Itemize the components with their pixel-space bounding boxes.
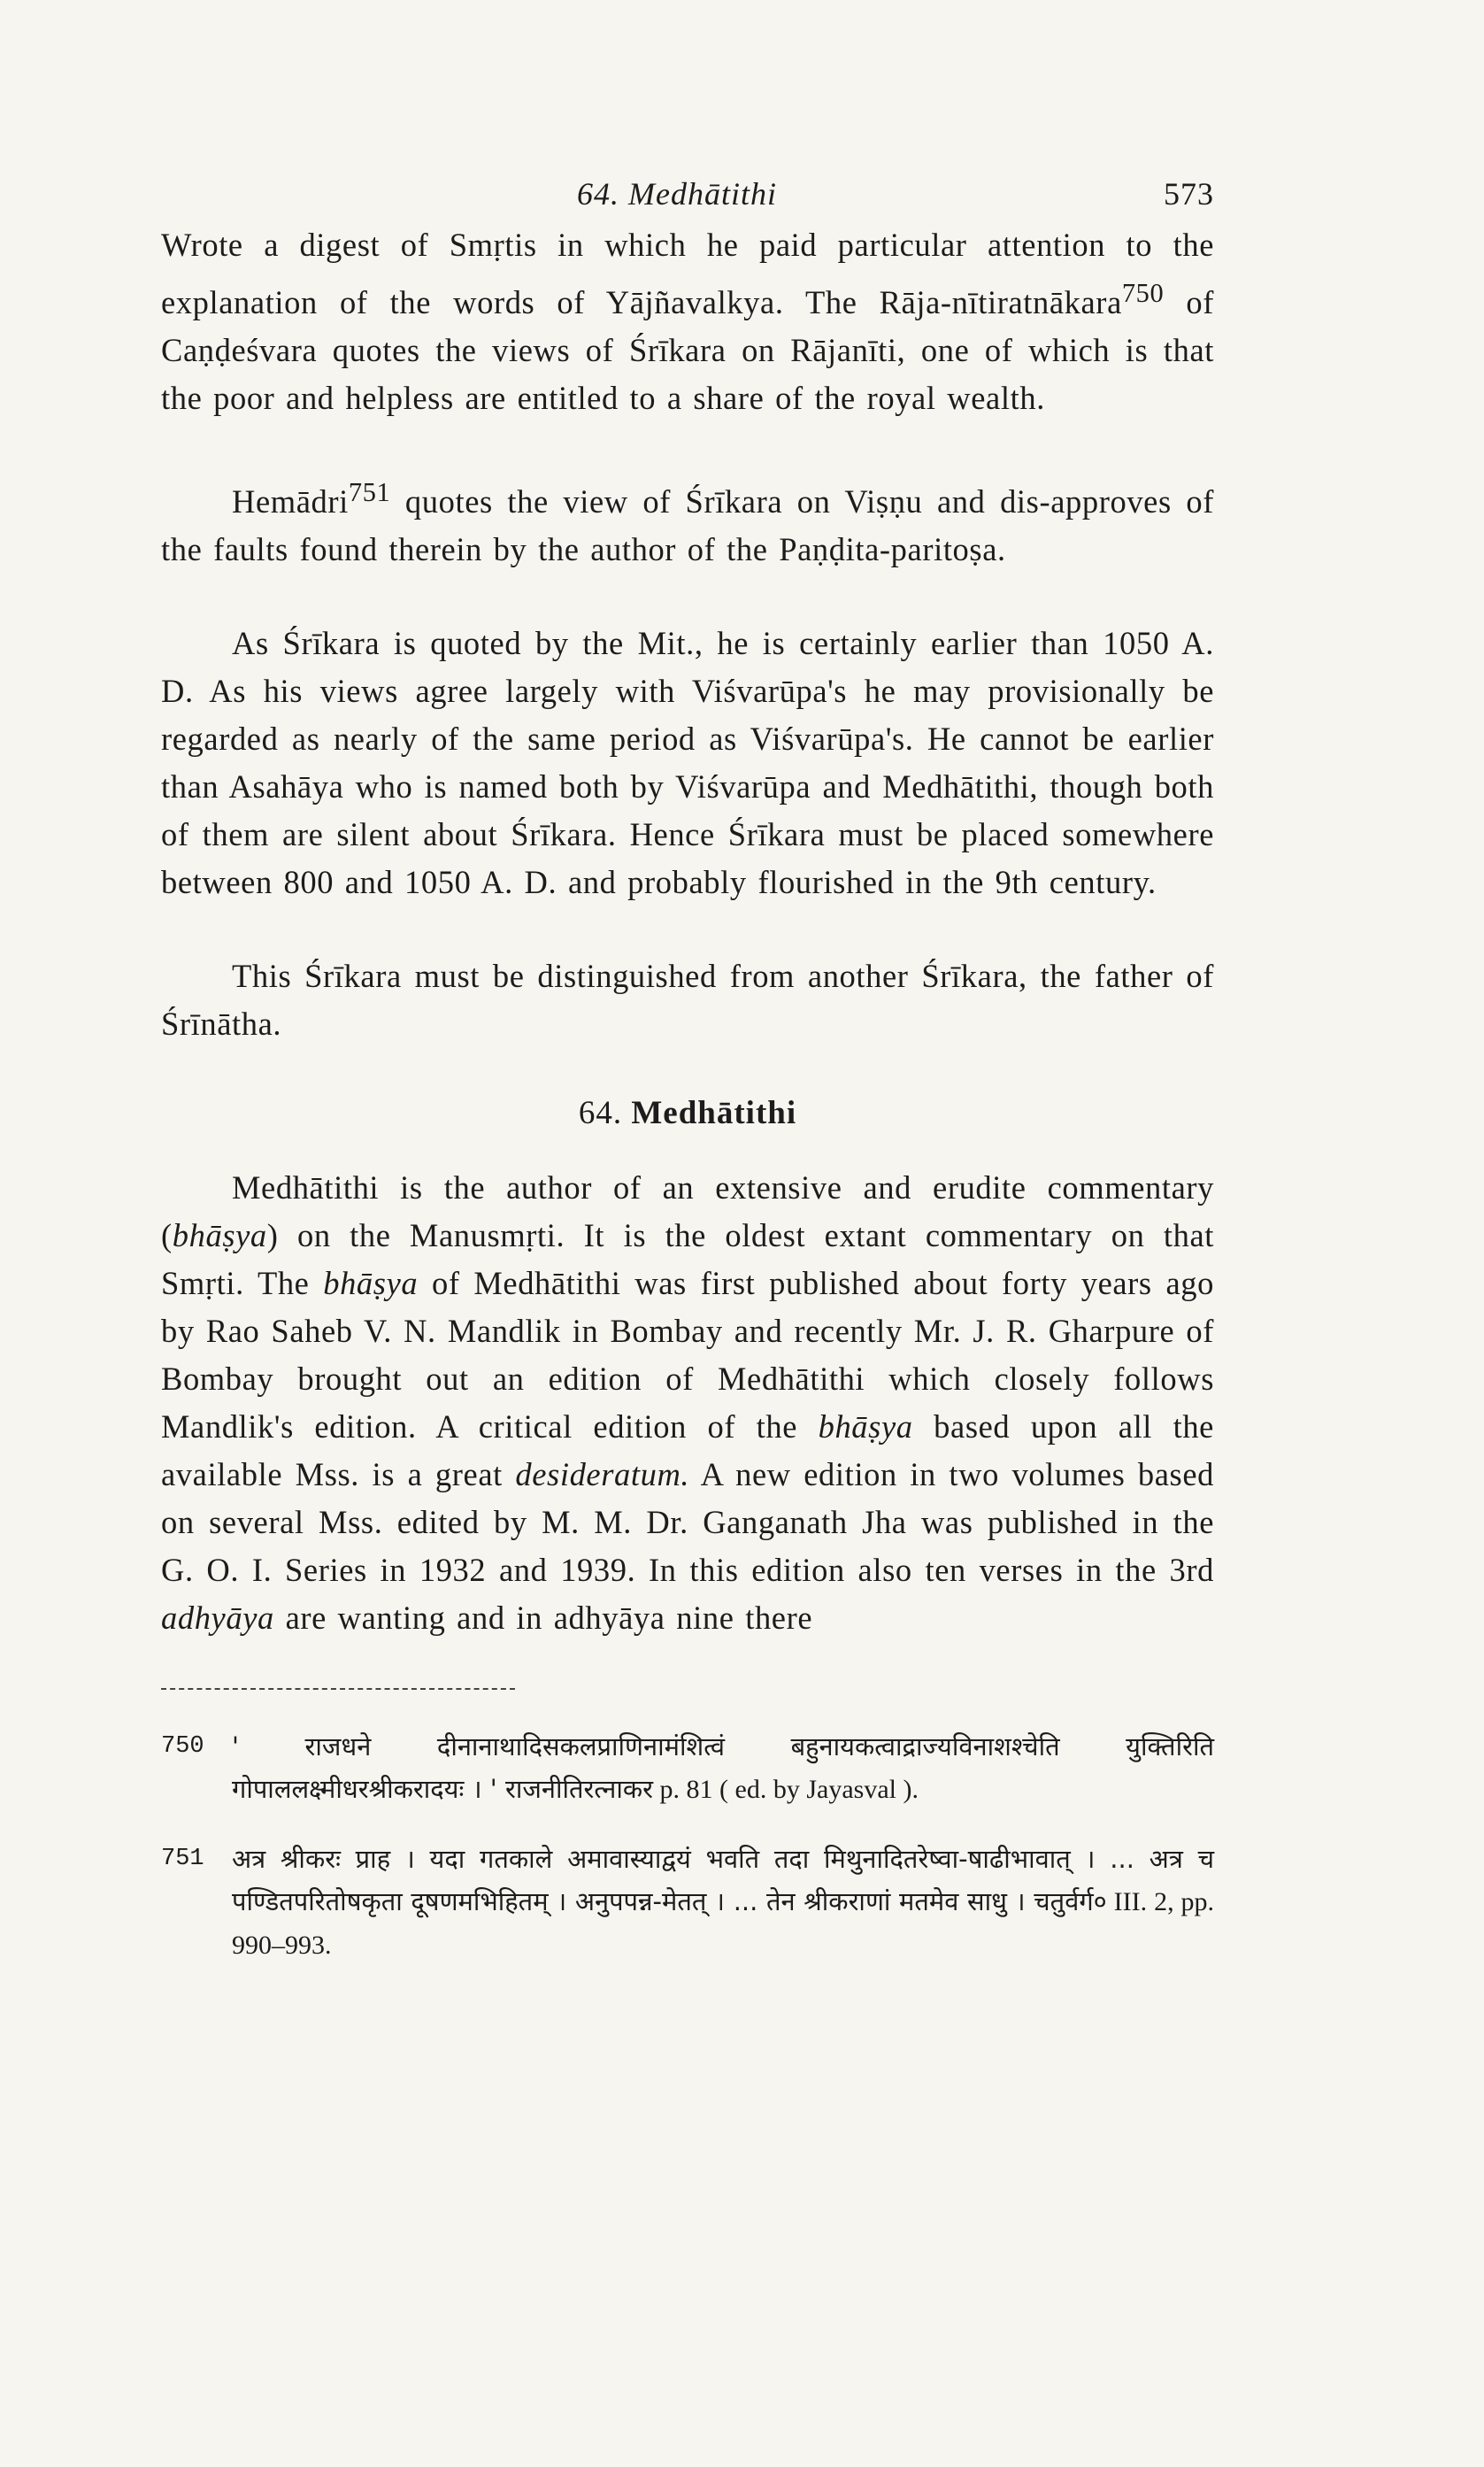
section-number: 64. [578, 1095, 623, 1132]
sp-t2: ) on the Manusmṛti. It is the oldest extant commentary on that Smṛti. The [161, 1217, 1214, 1302]
paragraph-1 [161, 221, 1214, 422]
footnote-ref-750: 750 [1121, 278, 1165, 308]
paragraph-2 [161, 468, 1214, 574]
section-paragraph [161, 1164, 1214, 1642]
footnote-divider [161, 1688, 515, 1690]
paragraph-1-text-b: of Caṇḍeśvara quotes the views of Śrīkara on Rājanīti, one of which is that the poor and helpless are entitled to a share of the royal wealth. [161, 284, 1214, 417]
sp-t1: Medhātithi is the author of an extensive and erudite commentary ( [161, 1169, 1214, 1254]
footnote-number: 750 [161, 1733, 204, 1761]
sp-i2: bhāṣya [323, 1265, 419, 1302]
paragraph-2-text-b: quotes the view of Śrīkara on Viṣṇu and dis-approves of the faults found therein by the author of the Paṇḍita-paritoṣa. [161, 483, 1214, 568]
footnote-750 [161, 1725, 1214, 1811]
sp-t5: A new edition in two volumes based on several Mss. edited by M. M. Dr. Ganganath Jha was published in the G. O. I. Series in 1932 and 1939. In this edition also ten verses in the 3rd [161, 1456, 1214, 1589]
book-page [161, 168, 1214, 1993]
sp-t6: are wanting and in adhyāya nine there [273, 1600, 813, 1637]
sp-t4: based upon all the available Mss. is a great [161, 1408, 1214, 1493]
page-number: 573 [1164, 176, 1214, 212]
sp-i3: bhāṣya [818, 1408, 913, 1446]
running-title: 64. Medhātithi [577, 176, 777, 212]
paragraph-4: This Śrīkara must be distinguished from another Śrīkara, the father of Śrīnātha. [161, 958, 1214, 1043]
section-heading [161, 1094, 1214, 1132]
footnote-text [232, 1725, 1214, 1811]
section-name: Medhātithi [631, 1095, 797, 1132]
paragraph-1-text-a: Wrote a digest of Smṛtis in which he paid particular attention to the explanation of the words of Yājñavalkya. The Rāja-nītiratnākara [161, 227, 1214, 321]
footnote-751 [161, 1838, 1214, 1967]
sp-i5: adhyāya [161, 1600, 274, 1637]
footnote-number: 751 [161, 1846, 204, 1873]
footnote-ref-751: 751 [348, 477, 391, 508]
paragraph-3: As Śrīkara is quoted by the Mit., he is certainly earlier than 1050 A. D. As his views agree largely with Viśvarūpa's he may provisionally be regarded as nearly of the same period as Viśvarūpa's. He cannot be earlier than Asahāya who is named both by Viśvarūpa and Medhātithi, though both of them are silent about Śrīkara. Hence Śrīkara must be placed somewhere between 800 and 1050 A. D. and probably flourished in the 9th century. [161, 625, 1214, 901]
footnote-sanskrit: ' राजधने दीनानाथादिसकलप्राणिनामंशित्वं बहुनायकत्वाद्राज्यविनाशश्चेति युक्तिरिति गोपाललक्ष्मीधरश्रीकरादयः । ' राजनीतिरत्नाकर [232, 1731, 1214, 1805]
sp-t3: of Medhātithi was first published about forty years ago by Rao Saheb V. N. Mandlik in Bombay and recently Mr. J. R. Gharpure of Bombay brought out an edition of Medhātithi which closely follows Mandlik's edition. A critical edition of the [161, 1265, 1214, 1446]
running-head [161, 168, 1214, 221]
sp-i4: desideratum. [515, 1456, 690, 1493]
paragraph-2-text-a: Hemādri [232, 483, 349, 520]
footnote-text [232, 1838, 1214, 1967]
footnote-citation: p. 81 ( ed. by Jayasval ). [653, 1775, 919, 1805]
sp-i1: bhāṣya [172, 1217, 267, 1254]
footnote-citation: III. 2, pp. 990–993. [232, 1887, 1214, 1961]
footnote-sanskrit: अत्र श्रीकरः प्राह । यदा गतकाले अमावास्याद्वयं भवति तदा मिथुनादितरेष्वा-षाढीभावात् । ... अत्र च पण्डितपरितोषकृता दूषणमभिहितम् । अनुपपन्न-मेतत् । ... तेन श्रीकराणां मतमेव साधु । चतुर्वर्ग० [232, 1844, 1214, 1917]
